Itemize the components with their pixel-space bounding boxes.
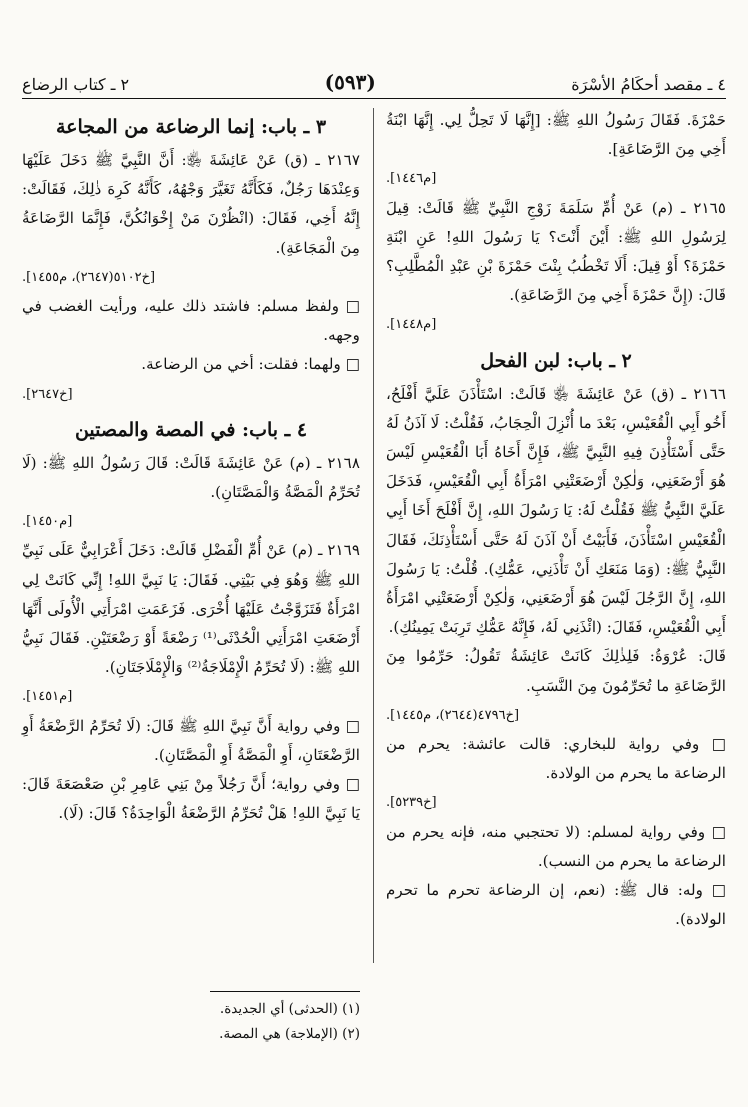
right-column [386,106,726,934]
page-header [22,54,726,100]
hadith-text: قَالَ: عُرْوَةُ: فَلِذٰلِكَ كَانَتْ عَائِشَةُ تَقُولُ: حَرِّمُوا مِنَ الرَّضَاعَةِ ما تُحَرِّمُونَ مِنَ النَّسَبِ. [386,647,726,695]
chapter-heading: ٢ ـ باب: لبن الفحل [480,349,632,372]
hadith-text: ٢١٦٦ ـ (ق) عَنْ عَائِشَةَ ﵂ قَالَتْ: اسْتَأْذَنَ عَلَيَّ أَفْلَحُ، أَخُو أَبِي الْقُعَيْسِ، بَعْدَ ما أُنْزِلَ الْحِجَابُ، فَقُلْتُ: لَا آذَنُ لَهُ حَتَّى أَسْتَأْذِنَ فِيهِ النَّبِيَّ ﷺ، فَإِنَّ أَخَاهُ أَبَا الْقُعَيْسِ لَيْسَ هُوَ أَرْضَعَنِي، وَلٰكِنْ أَرْضَعَتْنِي امْرَأَةُ أَبِي الْقُعَيْسِ، فَدَخَلَ عَلَيَّ النَّبِيُّ ﷺ فَقُلْتُ لَهُ: يَا رَسُولَ اللهِ، إِنَّ أَفْلَحَ أَخَا أَبِي الْقُعَيْسِ اسْتَأْذَنَ، فَأَبَيْتُ أَنْ آذَنَ لَهُ حَتَّى أَسْتَأْذِنَكَ، فَقَالَ النَّبِيُّ ﷺ: (وَمَا مَنَعَكِ أَنْ تَأْذَنِي، عَمُّكِ). قُلْتُ: يَا رَسُولَ اللهِ، إِنَّ الرَّجُلَ لَيْسَ هُوَ أَرْضَعَنِي، وَلٰكِنْ أَرْضَعَتْنِي امْرَأَةُ أَبِي الْقُعَيْسِ، فَقَالَ: (ائْذَنِي لَهُ، فَإِنَّهُ عَمُّكِ تَرِبَتْ يَمِينُكِ). [386,384,726,637]
narration-note: □ وله: قال ﷺ: (نعم، إن الرضاعة تحرم ما تحرم الولادة). [386,881,726,929]
footnote-1: (١) (الحدثى) أي الجديدة. [219,1001,360,1017]
header-chapter-title: ٢ ـ كتاب الرضاع [22,75,130,94]
header-divider [22,98,726,99]
narration-note: □ وفي رواية للبخاري: قالت عائشة: يحرم من الرضاعة ما يحرم من الولادة. [386,735,726,783]
narration-note: □ ولفظ مسلم: فاشتد ذلك عليه، ورأيت الغضب في وجهه. [22,297,360,345]
hadith-text: حَمْزَةَ. فَقَالَ رَسُولُ اللهِ ﷺ: [إِنَّهَا لَا تَحِلُّ لِي. إِنَّهَا ابْنَةُ أَخِي مِنَ الرَّضَاعَةِ]. [386,111,726,159]
narration-note: □ وفي رواية أَنَّ نَبِيَّ اللهِ ﷺ قَالَ: (لَا تُحَرِّمُ الرَّضْعَةُ أَوِ الرَّضْعَتَانِ، أَوِ الْمَصَّةُ أَوِ الْمَصَّتَانِ). [22,716,360,764]
footnotes [22,997,360,1047]
narration-note: □ ولهما: فقلت: أخي من الرضاعة. [141,355,360,374]
hadith-text: ٢١٦٨ ـ (م) عَنْ عَائِشَةَ قَالَتْ: قَالَ رَسُولُ اللهِ ﷺ: (لَا تُحَرِّمُ الْمَصَّةُ وَالْمَصَّتَانِ). [22,453,360,502]
reference: [م١٤٤٨]. [386,317,437,333]
hadith-text: ٢١٦٥ ـ (م) عَنْ أُمِّ سَلَمَةَ زَوْجِ النَّبِيِّ ﷺ قَالَتْ: قِيلَ لِرَسُولِ اللهِ ﷺ: أَيْنَ أَنْتَ؟ يَا رَسُولَ اللهِ! عَنِ ابْنَةِ حَمْزَةَ؟ أَوْ قِيلَ: أَلَا تَخْطُبُ بِنْتَ حَمْزَةَ بْنِ عَبْدِ الْمُطَّلِبِ؟ قَالَ: (إِنَّ حَمْزَةَ أَخِي مِنَ الرَّضَاعَةِ). [386,198,726,305]
reference: [خ٢٦٤٧]. [22,386,73,402]
reference: [خ٤٧٩٦(٢٦٤٤)، م١٤٤٥]. [386,707,520,723]
header-section-title: ٤ ـ مقصد أحكَامُ الأسْرَة [571,75,726,94]
hadith-text: ٢١٦٧ ـ (ق) عَنْ عَائِشَةَ ﵂: أَنَّ النَّبِيَّ ﷺ دَخَلَ عَلَيْهَا وَعِنْدَهَا رَجُلٌ، فَكَأَنَّهُ تَغَيَّرَ وَجْهُهُ، كَأَنَّهُ كَرِهَ ذٰلِكَ، فَقَالَتْ: إِنَّهُ أَخِي، فَقَالَ: (انْظُرْنَ مَنْ إِخْوَانُكُنَّ، فَإِنَّمَا الرَّضَاعَةُ مِنَ الْمَجَاعَةِ). [22,151,360,257]
narration-note: □ وفي رواية لمسلم: (لا تحتجبي منه، فإنه يحرم من الرضاعة ما يحرم من النسب). [386,822,726,870]
column-divider [373,108,374,963]
reference: [خ٥٢٣٩]. [386,795,437,811]
chapter-heading: ٣ ـ باب: إنما الرضاعة من المجاعة [55,116,327,138]
hadith-text: ٢١٦٩ ـ (م) عَنْ أُمِّ الْفَضْلِ قَالَتْ: دَخَلَ أَعْرَابِيٌّ عَلَى نَبِيِّ اللهِ ﷺ وَهُوَ فِي بَيْتِي. فَقَالَ: يَا نَبِيَّ اللهِ! إِنِّي كَانَتْ لِي امْرَأَةٌ فَتَزَوَّجْتُ عَلَيْهَا أُخْرَى. فَزَعَمَتِ امْرَأَتِي الْأُولَى أَنَّهَا أَرْضَعَتِ امْرَأَتِي الْحُدْثَى⁽¹⁾ رَضْعَةً أَوْ رَضْعَتَيْنِ. فَقَالَ نَبِيُّ اللهِ ﷺ: (لَا تُحَرِّمُ الْإِمْلَاجَةُ⁽²⁾ وَالْإِمْلَاجَتَانِ). [22,541,360,677]
left-column [22,106,360,828]
footnote-divider [210,991,360,992]
reference: [م١٤٥١]. [22,689,73,705]
narration-note: □ وفي رواية؛ أَنَّ رَجُلاً مِنْ بَنِي عَامِرِ بْنِ صَعْصَعَةَ قَالَ: يَا نَبِيَّ اللهِ! هَلْ تُحَرِّمُ الرَّضْعَةُ الْوَاحِدَةُ؟ قَالَ: (لَا). [22,775,360,823]
footnote-2: (٢) (الإملاجة) هي المصة. [219,1026,360,1042]
page-number: (٥٩٣) [324,70,376,94]
reference: [م١٤٥٠]. [22,514,73,530]
reference: [خ٥١٠٢(٢٦٤٧)، م١٤٥٥]. [22,269,156,285]
chapter-heading: ٤ ـ باب: في المصة والمصتين [74,418,308,441]
reference: [م١٤٤٦]. [386,171,437,187]
